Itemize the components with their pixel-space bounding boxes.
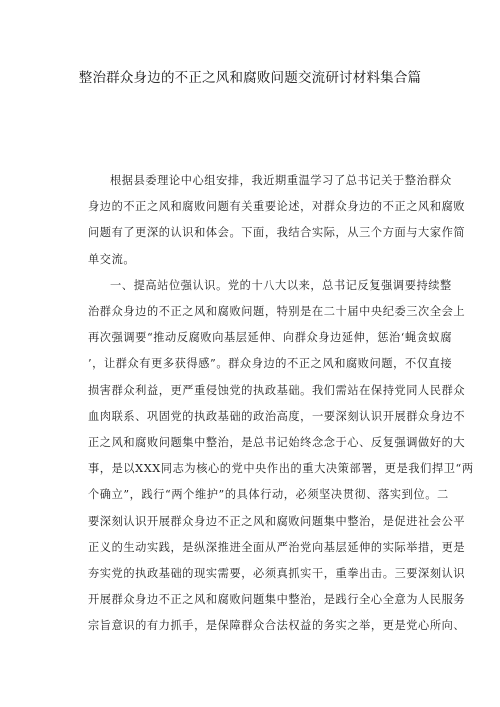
paragraph-section-one [88, 273, 474, 640]
text-line: 事，是以XXX同志为核心的党中央作出的重大决策部署，更是我们捍卫“两 [88, 462, 474, 476]
document-title: 整治群众身边的不正之风和腐败问题交流研讨材料集合篇 [78, 70, 422, 86]
text-line: 根据县委理论中心组安排，我近期重温学习了总书记关于整治群众 [110, 174, 452, 187]
text-line: ’，让群众有更多获得感”。群众身边的不正之风和腐败问题，不仅直接 [88, 357, 453, 371]
text-line: 要深刻认识开展群众身边不正之风和腐败问题集中整治，是促进社会公平 [88, 514, 466, 528]
text-line: 正之风和腐败问题集中整治，是总书记始终念念于心、反复强调做好的大 [88, 436, 466, 450]
text-line: 宗旨意识的有力抓手，是保障群众合法权益的务实之举，更是党心所向、 [88, 619, 466, 633]
text-line: 身边的不正之风和腐败问题有关重要论述，对群众身边的不正之风和腐败 [88, 200, 466, 214]
text-line: 问题有了更深的认识和体会。下面，我结合实际，从三个方面与大家作简 [88, 226, 466, 240]
text-line: 一、提高站位强认识。党的十八大以来，总书记反复强调要持续整 [110, 278, 452, 292]
text-line: 开展群众身边不正之风和腐败问题集中整治，是践行全心全意为人民服务 [88, 593, 466, 607]
paragraph-intro [88, 168, 466, 273]
text-line: 个确立”，践行“两个维护”的具体行动，必须坚决贯彻、落实到位。二 [88, 488, 449, 502]
text-line: 血肉联系、巩固党的执政基础的政治高度，一要深刻认识开展群众身边不 [88, 409, 466, 423]
text-line: 正义的生动实践，是纵深推进全面从严治党向基层延伸的实际举措，更是 [88, 540, 466, 554]
text-line: 损害群众利益，更严重侵蚀党的执政基础。我们需站在保持党同人民群众 [88, 383, 466, 397]
text-line: 单交流。 [88, 252, 136, 266]
text-line: 再次强调要“推动反腐败向基层延伸、向群众身边延伸，惩治‘蝇贪蚁腐 [88, 331, 453, 345]
text-line: 夯实党的执政基础的现实需要，必须真抓实干，重拳出击。三要深刻认识 [88, 567, 466, 581]
text-line: 治群众身边的不正之风和腐败问题，特别是在二十届中央纪委三次全会上 [88, 305, 466, 319]
document-body [88, 168, 474, 640]
